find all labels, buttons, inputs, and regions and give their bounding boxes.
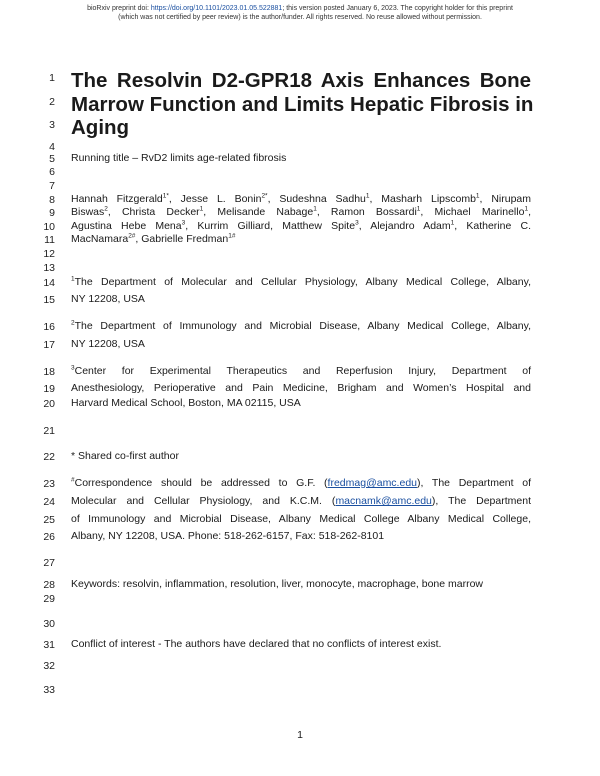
- paper-title-line-3: Aging: [71, 116, 130, 139]
- line-number: 8: [49, 194, 55, 206]
- line-number: 3: [49, 119, 55, 131]
- line-number: 10: [43, 221, 55, 233]
- correspondence-line-2: Molecular and Cellular Physiology, and K.C.M. (macnamk@amc.edu), The Department: [71, 495, 531, 507]
- line-number: 28: [43, 579, 55, 591]
- affiliation-2-line-1: $^2$The Department of Immunology and Microbial Disease, Albany Medical College, Albany,: [71, 319, 531, 332]
- line-number: 18: [43, 366, 55, 378]
- line-number: 23: [43, 478, 55, 490]
- affiliation-3-line-2: Anesthesiology, Perioperative and Pain Medicine, Brigham and Women’s Hospital and: [71, 382, 531, 394]
- line-number: 13: [43, 262, 55, 274]
- author-line-3: Agustina Hebe Mena$^3$, Kurrim Gilliard, Matthew Spite$^3$, Alejandro Adam$^1$, Katherine C.: [71, 219, 531, 232]
- affiliation-3-line-3: Harvard Medical School, Boston, MA 02115, USA: [71, 397, 301, 409]
- line-number: 1: [49, 72, 55, 84]
- paper-title-line-1: The Resolvin D2-GPR18 Axis Enhances Bone: [71, 69, 531, 92]
- preprint-header: [0, 4, 600, 22]
- line-number: 31: [43, 639, 55, 651]
- line-number: 19: [43, 383, 55, 395]
- line-number: 14: [43, 277, 55, 289]
- doi-link[interactable]: https://doi.org/10.1101/2023.01.05.522881: [150, 5, 283, 12]
- header-line-2: (which was not certified by peer review) is the author/funder. All rights reserved. No reuse allowed without permission.: [118, 14, 482, 21]
- author-line-2: Biswas$^2$, Christa Decker$^1$, Melisande Nabage$^1$, Ramon Bossardi$^1$, Michael Marinello$^1$,: [71, 205, 531, 218]
- line-number: 32: [43, 660, 55, 672]
- author-line-4: MacNamara$^{2\#}$, Gabrielle Fredman$^{1\#}$: [71, 232, 236, 245]
- line-number: 5: [49, 153, 55, 165]
- line-number: 11: [44, 234, 55, 246]
- page-number: 1: [297, 729, 303, 741]
- header-line-1: bioRxiv preprint doi: https://doi.org/10.1101/2023.01.05.522881; this version posted January 6, 2023. The copyright holder for this preprint: [87, 5, 513, 12]
- line-number: 25: [43, 514, 55, 526]
- affiliation-3-line-1: $^3$Center for Experimental Therapeutics and Reperfusion Injury, Department of: [71, 364, 531, 377]
- line-number: 17: [43, 339, 55, 351]
- line-number: 7: [49, 180, 55, 192]
- affiliation-1-line-2: NY 12208, USA: [71, 293, 145, 305]
- running-title: Running title – RvD2 limits age-related fibrosis: [71, 152, 287, 164]
- line-number: 15: [43, 294, 55, 306]
- line-number: 29: [43, 593, 55, 605]
- line-number: 12: [43, 248, 55, 260]
- line-number: 4: [49, 141, 55, 153]
- conflict-of-interest: Conflict of interest - The authors have declared that no conflicts of interest exist.: [71, 638, 442, 650]
- email-link-macnamara[interactable]: macnamk@amc.edu: [335, 495, 432, 507]
- line-number: 30: [43, 618, 55, 630]
- affiliation-2-line-2: NY 12208, USA: [71, 338, 145, 350]
- paper-title-line-2: Marrow Function and Limits Hepatic Fibrosis in: [71, 93, 534, 116]
- line-number: 6: [49, 166, 55, 178]
- correspondence-line-1: #Correspondence should be addressed to G.F. (fredmag@amc.edu), The Department of: [71, 476, 531, 489]
- affiliation-1-line-1: $^1$The Department of Molecular and Cellular Physiology, Albany Medical College, Albany,: [71, 275, 531, 288]
- line-number: 2: [49, 96, 55, 108]
- line-number: 33: [43, 684, 55, 696]
- line-number: 27: [43, 557, 55, 569]
- line-number: 24: [43, 496, 55, 508]
- shared-first-author-note: * Shared co-first author: [71, 450, 179, 462]
- line-number: 21: [43, 425, 55, 437]
- author-line-1: Hannah Fitzgerald$^{1*}$, Jesse L. Bonin$^{2*}$, Sudeshna Sadhu$^1$, Masharh Lipscomb$^1$, Nirupam: [71, 192, 531, 205]
- keywords: Keywords: resolvin, inflammation, resolution, liver, monocyte, macrophage, bone marrow: [71, 578, 484, 590]
- email-link-fredman[interactable]: fredmag@amc.edu: [327, 477, 417, 489]
- correspondence-line-4: Albany, NY 12208, USA. Phone: 518-262-6157, Fax: 518-262-8101: [71, 530, 385, 542]
- line-number: 9: [49, 207, 55, 219]
- line-number: 22: [43, 451, 55, 463]
- correspondence-line-3: of Immunology and Microbial Disease, Albany Medical College Albany Medical College,: [71, 513, 531, 525]
- line-number: 16: [43, 321, 55, 333]
- line-number: 26: [43, 531, 55, 543]
- line-number: 20: [43, 398, 55, 410]
